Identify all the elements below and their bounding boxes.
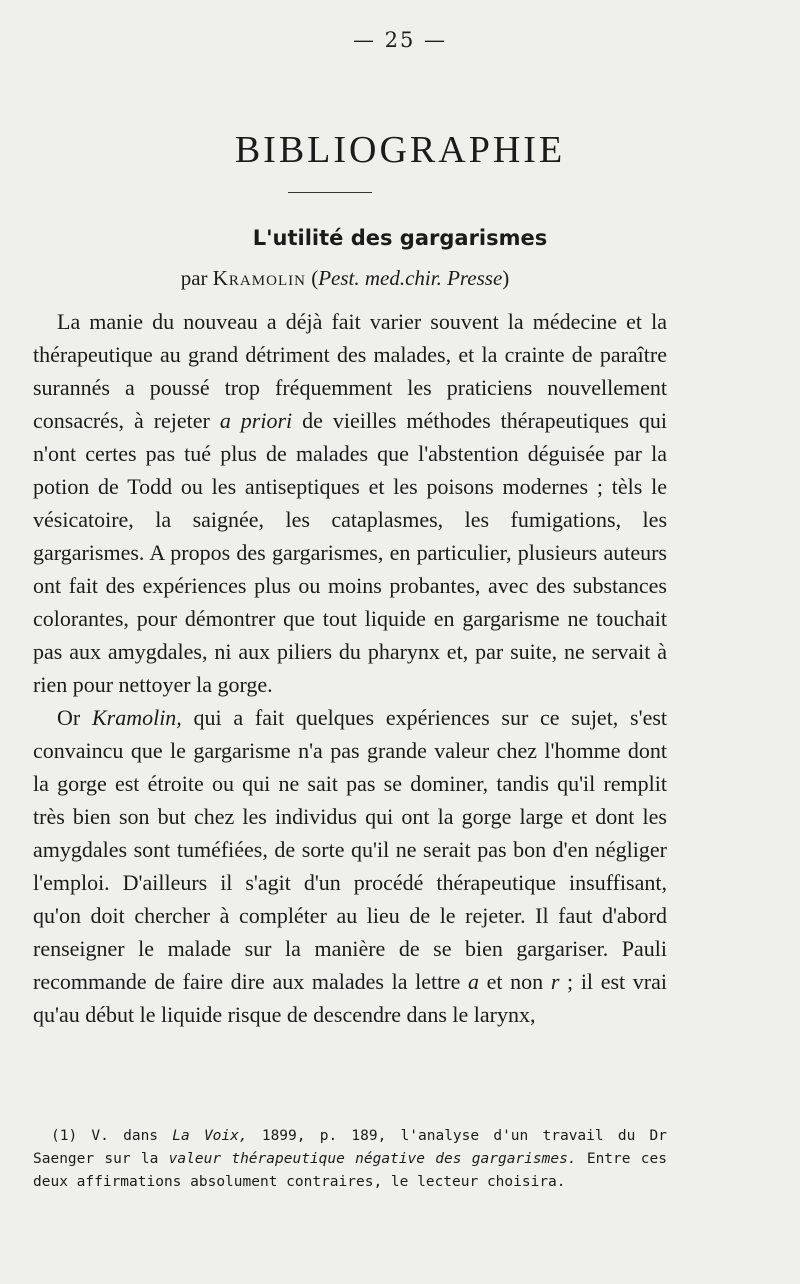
- paragraph-2-italic-a: a: [468, 969, 479, 994]
- footnote-italic-2: valeur thérapeutique négative des gargarismes.: [168, 1151, 577, 1167]
- footnote-italic-1: La Voix,: [172, 1128, 248, 1144]
- paragraph-1-italic: a priori: [219, 408, 293, 433]
- paragraph-1: [33, 305, 667, 701]
- article-title: L'utilité des gargarismes: [252, 226, 548, 250]
- byline-author: Kramolin: [212, 266, 306, 290]
- divider-rule: [288, 192, 372, 193]
- byline-open-paren: (: [305, 266, 319, 290]
- footnote-text-b: 1899, p. 189, l'analyse d'un travail du Dr Saenger sur la: [33, 1128, 667, 1167]
- paragraph-2-text-d: ; il est vrai qu'au début le liquide risque de descendre dans le larynx,: [33, 969, 667, 1027]
- paragraph-2: [33, 701, 667, 1031]
- paragraph-2-text-a: Or: [57, 705, 92, 730]
- paragraph-2-italic: Kramolin,: [91, 705, 182, 730]
- byline-prefix: par: [180, 266, 213, 290]
- footnote-paragraph: [33, 1125, 667, 1194]
- footnote: [33, 1125, 667, 1194]
- paragraph-2-text-c: et non: [479, 969, 551, 994]
- byline-close-paren: ): [502, 266, 510, 290]
- page-number: — 25 —: [352, 28, 448, 52]
- footnote-text-a: (1) V. dans: [51, 1128, 173, 1144]
- paragraph-1-text-a: La manie du nouveau a déjà fait varier souvent la médecine et la thérapeutique au grand détriment des malades, et la crainte de paraître surannés a poussé trop fréquemment les praticiens nouvellement consacrés, à rejeter: [33, 309, 667, 433]
- article-byline: [0, 266, 690, 291]
- paragraph-1-text-b: de vieilles méthodes thérapeutiques qui n'ont certes pas tué plus de malades que l'abstention déguisée par la potion de Todd ou les antiseptiques et les poisons modernes ; tèls le vésicatoire, la saignée, les cataplasmes, les fumigations, les gargarismes. A propos des gargarismes, en particulier, plusieurs auteurs ont fait des expériences plus ou moins probantes, avec des substances colorantes, pour démontrer que tout liquide en gargarisme ne touchait pas aux amygdales, ni aux piliers du pharynx et, par suite, ne servait à rien pour nettoyer la gorge.: [33, 408, 667, 697]
- footnote-text-c: Entre ces deux affirmations absolument contraires, le lecteur choisira.: [33, 1151, 667, 1190]
- paragraph-2-italic-r: r: [550, 969, 560, 994]
- article-body: [33, 305, 667, 1031]
- byline-source: Pest. med.chir. Presse: [318, 266, 503, 290]
- paragraph-2-text-b: qui a fait quelques expériences sur ce sujet, s'est convaincu que le gargarisme n'a pas grande valeur chez l'homme dont la gorge est étroite ou qui ne sait pas se dominer, tandis qu'il remplit très bien son but chez les individus qui ont la gorge large et dont les amygdales sont tuméfiées, de sorte qu'il ne serait pas bon d'en négliger l'emploi. D'ailleurs il s'agit d'un procédé thérapeutique insuffisant, qu'on doit chercher à compléter au lieu de le rejeter. Il faut d'abord renseigner le malade sur la manière de se bien gargariser. Pauli recommande de faire dire aux malades la lettre: [33, 705, 668, 994]
- section-heading: BIBLIOGRAPHIE: [234, 129, 566, 171]
